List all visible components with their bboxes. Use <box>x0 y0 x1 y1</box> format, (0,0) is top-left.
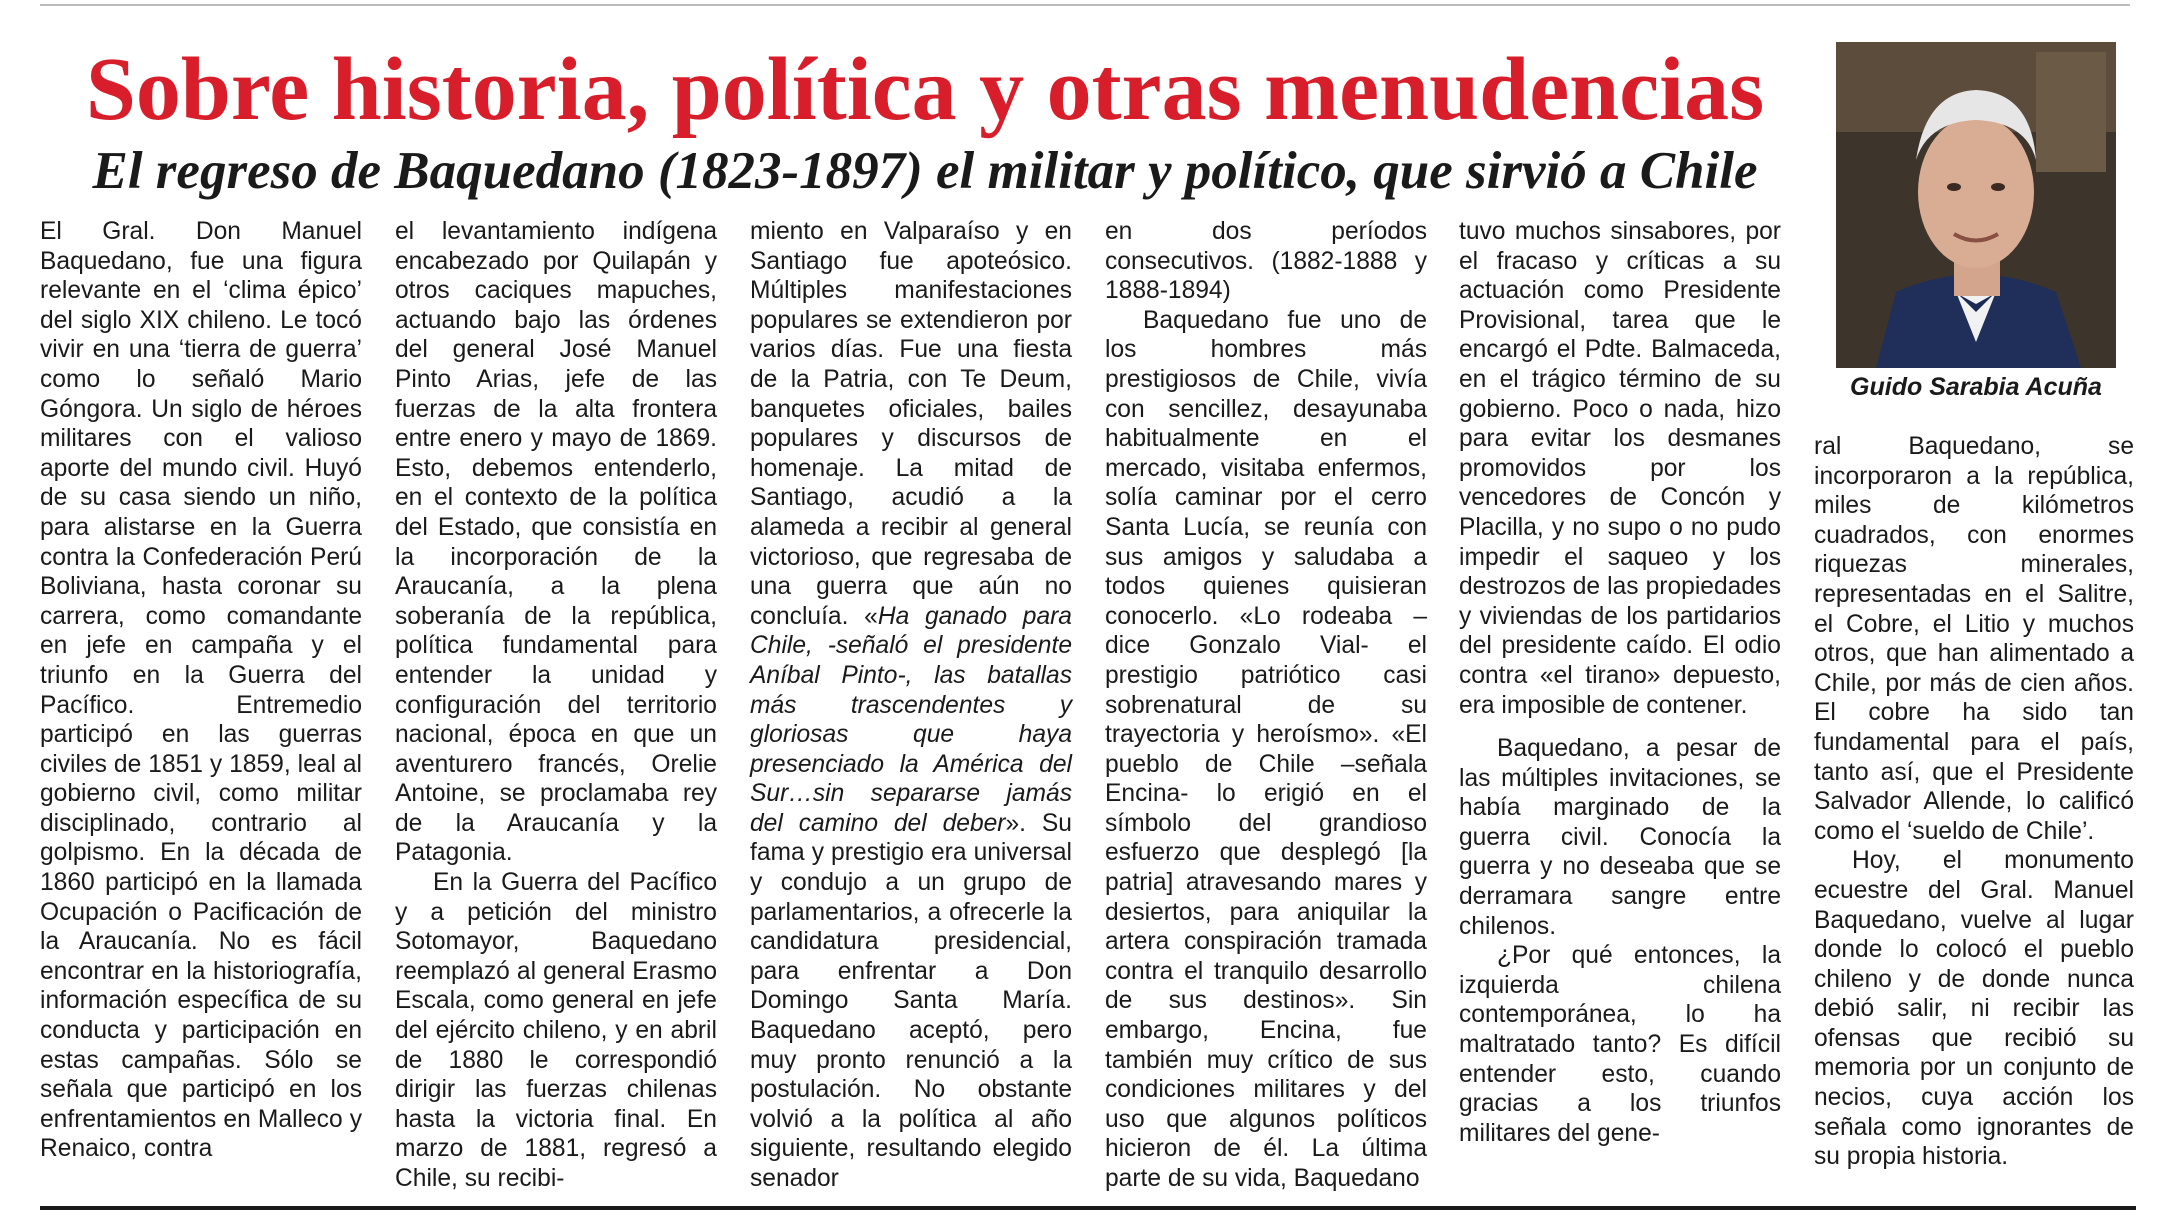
article-column-1 <box>40 217 362 1164</box>
paragraph: tuvo muchos sinsabores, por el fracaso y críticas a su actuación como Presidente Provisional, tarea que le encargó el Pdte. Balmaceda, en el trágico término de su gobierno. Poco o nada, hizo para evitar los desmanes promovidos por los vencedores de Concón y Placilla, y no supo o no pudo impedir el saqueo y los destrozos de las propiedades y viviendas de los partidarios del presidente caído. El odio contra «el tirano» depuesto, era imposible de contener. <box>1459 218 1781 719</box>
paragraph: En la Guerra del Pacífico y a petición del ministro Sotomayor, Baquedano reemplazó al general Erasmo Escala, como general en jefe del ejército chileno, y en abril de 1880 le correspondió dirigir las fuerzas chilenas hasta la victoria final. En marzo de 1881, regresó a Chile, su recibi- <box>395 869 717 1192</box>
article-column-4 <box>1105 217 1427 1194</box>
subheadline: El regreso de Baquedano (1823-1897) el militar y político, que sirvió a Chile <box>92 142 1758 200</box>
article-column-3 <box>750 217 1072 1194</box>
paragraph: Baquedano fue uno de los hombres más prestigiosos de Chile, vivía con sencillez, desayunaba habitualmente en el mercado, visitaba enfermos, solía caminar por el cerro Santa Lucía, se reunía con sus amigos y saludaba a todos quienes quisieran conocerlo. «Lo rodeaba – dice Gonzalo Vial- el prestigio patriótico casi sobrenatural de su trayectoria y heroísmo». «El pueblo de Chile –señala Encina- lo erigió en el símbolo del grandioso esfuerzo que desplegó [la patria] atravesando mares y desiertos, para aniquilar la artera conspiración tramada contra el tranquilo desarrollo de sus destinos». Sin embargo, Encina, fue también muy crítico de sus condiciones militares y del uso que algunos políticos hicieron de él. La última parte de su vida, Baquedano <box>1105 306 1427 1192</box>
paragraph-text: miento en Valparaíso y en Santiago fue apoteósico. Múltiples manifestaciones populares se extendieron por varios días. Fue una fiesta de la Patria, con Te Deum, banquetes oficiales, bailes populares y discursos de homenaje. La mitad de Santiago, acudió a la alameda a recibir al general victorioso, que regresaba de una guerra que aún no concluía. « <box>750 218 1072 630</box>
article-column-5 <box>1459 217 1781 1148</box>
paragraph <box>750 217 1072 1194</box>
pinto-quote: Ha ganado para Chile, -señaló el presidente Aníbal Pinto-, las batallas más trascendentes y gloriosas que haya presenciado la América del Sur…sin separarse jamás del camino del deber <box>750 602 1072 837</box>
article-column-6 <box>1814 432 2134 1172</box>
paragraph: El Gral. Don Manuel Baquedano, fue una figura relevante en el ‘clima épico’ del siglo XIX chileno. Le tocó vivir en una ‘tierra de guerra’ como lo señaló Mario Góngora. Un siglo de héroes militares con el valioso aporte del mundo civil. Huyó de su casa siendo un niño, para alistarse en la Guerra contra la Confederación Perú Boliviana, hasta coronar su carrera, como comandante en jefe en campaña y el triunfo en la Guerra del Pacífico. Entremedio participó en las guerras civiles de 1851 y 1859, leal al gobierno civil, como militar disciplinado, contrario al golpismo. En la década de 1860 participó en la llamada Ocupación o Pacificación de la Araucanía. No es fácil encontrar en la historiografía, información específica de su conducta y participación en estas campañas. Sólo se señala que participó en los enfrentamientos en Malleco y Renaico, contra <box>40 218 362 1163</box>
top-rule <box>40 4 2130 6</box>
author-caption: Guido Sarabia Acuña <box>1850 373 2102 401</box>
paragraph: en dos períodos consecutivos. (1882-1888 y 1888-1894) <box>1105 218 1427 305</box>
article-column-2 <box>395 217 717 1194</box>
author-photo <box>1836 42 2116 368</box>
paragraph: Baquedano, a pesar de las múltiples invitaciones, se había marginado de la guerra civil. Conocía la guerra y no deseaba que se derramara sangre entre chilenos. <box>1459 735 1781 940</box>
headline: Sobre historia, política y otras menudencias <box>85 40 1765 139</box>
paragraph: ¿Por qué entonces, la izquierda chilena contemporánea, lo ha maltratado tanto? Es difícil entender esto, cuando gracias a los triunfos militares del gene- <box>1459 942 1781 1147</box>
paragraph: el levantamiento indígena encabezado por Quilapán y otros caciques mapuches, actuando bajo las órdenes del general José Manuel Pinto Arias, jefe de las fuerzas de la alta frontera entre enero y mayo de 1869. Esto, debemos entenderlo, en el contexto de la política del Estado, que consistía en la incorporación de la Araucanía, a la plena soberanía de la república, política fundamental para entender la unidad y configuración del territorio nacional, época en que un aventurero francés, Orelie Antoine, se proclamaba rey de la Araucanía y la Patagonia. <box>395 218 717 867</box>
bottom-rule <box>40 1206 2136 1210</box>
paragraph: ral Baquedano, se incorporaron a la república, miles de kilómetros cuadrados, con enormes riquezas minerales, representadas en el Salitre, el Cobre, el Litio y muchos otros, que han alimentado a Chile, por más de cien años. El cobre ha sido tan fundamental para el país, tanto así, que el Presidente Salvador Allende, lo calificó como el ‘sueldo de Chile’. <box>1814 433 2134 845</box>
paragraph: Hoy, el monumento ecuestre del Gral. Manuel Baquedano, vuelve al lugar donde lo colocó el pueblo chileno y de donde nunca debió salir, ni recibir las ofensas que recibió su memoria por un conjunto de necios, cuya acción los señala como ignorantes de su propia historia. <box>1814 847 2134 1171</box>
paragraph-text: ». Su fama y prestigio era universal y condujo a un grupo de parlamentarios, a ofrecerle la candidatura presidencial, para enfrentar a Don Domingo Santa María. Baquedano aceptó, pero muy pronto renunció a la postulación. No obstante volvió a la política al año siguiente, resultando elegido senador <box>750 809 1072 1192</box>
